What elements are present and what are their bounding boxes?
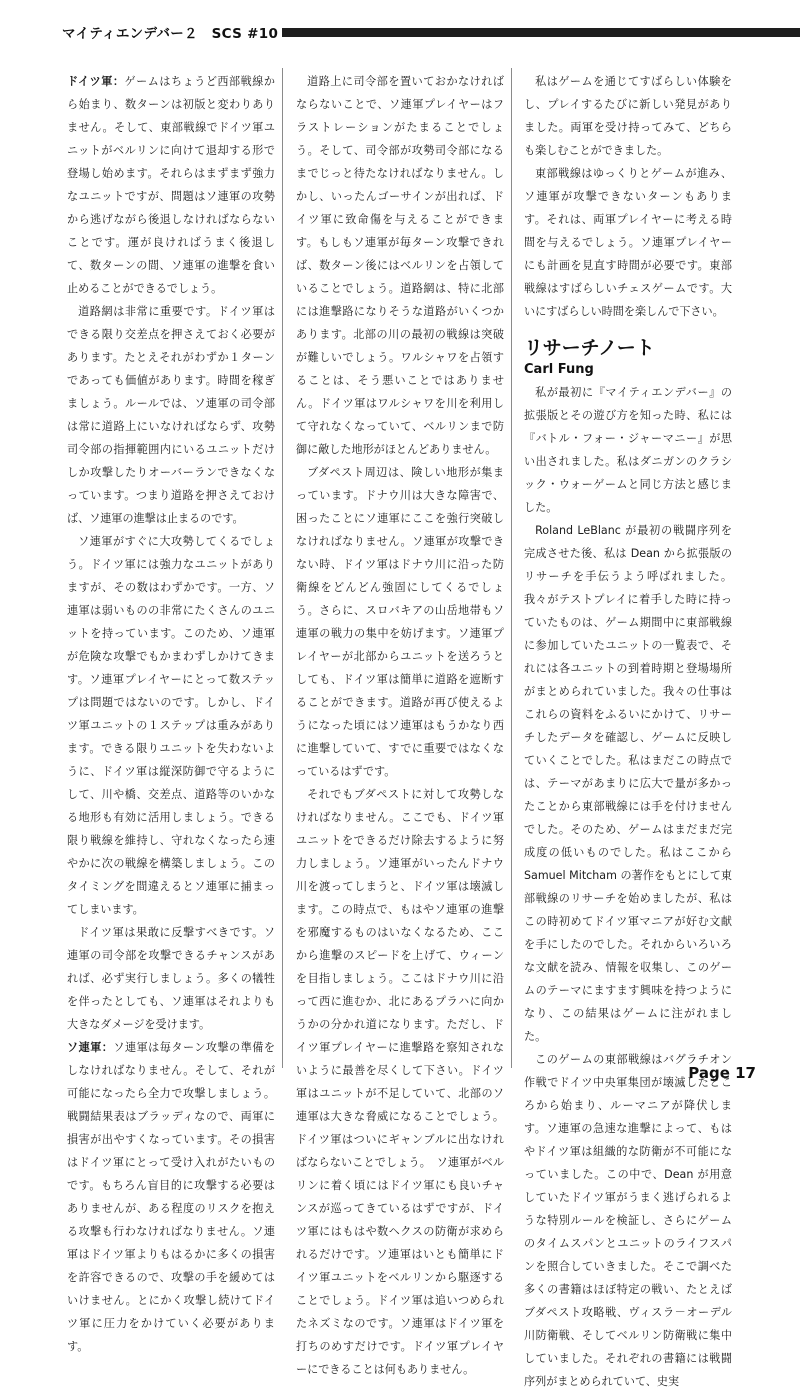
column-divider	[282, 68, 283, 1068]
paragraph	[67, 70, 275, 300]
column-1	[67, 70, 275, 1358]
page-header	[62, 20, 800, 48]
column-divider	[511, 68, 512, 1068]
paragraph: 東部戦線はゆっくりとゲームが進み、ソ連軍が攻撃できないターンもあります。それは、両軍プレイヤーに考える時間を与えるでしょう。ソ連軍プレイヤーにも計画を見直す時間が必要です。東部戦線はすばらしいチェスゲームです。大いにすばらしい時間を楽しんで下さい。	[524, 167, 732, 318]
column-2	[296, 70, 504, 1381]
paragraph: 道路上に司令部を置いておかなければならないことで、ソ連軍プレイヤーはフラストレーションがたまることでしょう。そして、司令部が攻勢司令部になるまでじっと待たなければなりません。しかし、いったんゴーサインが出れば、ドイツ軍に致命傷を与えることができます。もしもソ連軍が毎ターン攻撃できれば、数ターン後にはベルリンを占領していることでしょう。道路網は、特に北部には進撃路になりそうな道路がいくつかあります。北部の川の最初の戦線は突破が難しいでしょう。ワルシャワを占領することは、そう悪いことではありません。ドイツ軍はワルシャワを川を利用して守れなくなっていて、ベルリンまで防御に敵した地形がほとんどありません。	[296, 75, 504, 456]
paragraph: 私はゲームを通じてすばらしい体験をし、プレイするたびに新しい発見がありました。両軍を受け持ってみて、どちらも楽しむことができました。	[524, 75, 732, 157]
section-lead-german: ドイツ軍：	[67, 75, 125, 88]
column-3	[524, 70, 732, 1393]
paragraph-text: ソ連軍は毎ターン攻撃の準備をしなければなりません。そして、それが可能になったら全力で攻撃しましょう。戦闘結果表はブラッディなので、両軍に損害が出やすくなっています。その損害はドイツ軍にとって受け入れがたいものです。もちろん盲目的に攻撃する必要はありませんが、ある程度のリスクを抱える攻撃も行わなければなりません。ソ連軍はドイツ軍よりもはるかに多くの損害を許容できるので、攻撃の手を緩めてはいけません。とにかく攻撃し続けてドイツ軍に圧力をかけていく必要があります。	[67, 1041, 275, 1353]
paragraph: ドイツ軍は果敢に反撃すべきです。ソ連軍の司令部を攻撃できるチャンスがあれば、必ず実行しましょう。多くの犠牲を伴ったとしても、ソ連軍はそれよりも大きなダメージを受けます。	[67, 926, 275, 1031]
paragraph-text: ゲームはちょうど西部戦線から始まり、数ターンは初版と変わりありません。そして、東部戦線でドイツ軍ユニットがベルリンに向けて退却する形で登場し始めます。それらはまずまず強力なユニットですが、問題はソ連軍の攻勢から逃げながら後退しなければならないことです。運が良ければうまく後退して、数ターンの間、ソ連軍の進撃を食い止めることができるでしょう。	[67, 75, 275, 295]
paragraph: 私が最初に『マイティエンデバー』の拡張版とその遊び方を知った時、私には『バトル・フォー・ジャーマニー』が思い出されました。私はダニガンのクラシック・ウォーゲームと同じ方法と感じました。	[524, 386, 732, 514]
running-title: マイティエンデバー２ SCS #10	[62, 26, 279, 42]
paragraph: 道路網は非常に重要です。ドイツ軍はできる限り交差点を押さえておく必要があります。たとえそれがわずか１ターンであっても価値があります。時間を稼ぎましょう。ルールでは、ソ連軍の司令部は常に道路上にいなければならず、攻勢司令部の指揮範囲内にいるユニットだけしか攻撃したりオーバーランできなくなっています。つまり道路を押さえておけば、ソ連軍の進撃は止まるのです。	[67, 305, 275, 525]
paragraph: ソ連軍がすぐに大攻勢してくるでしょう。ドイツ軍には強力なユニットがありますが、その数はわずかです。一方、ソ連軍は弱いものの非常にたくさんのユニットを持っています。このため、ソ連軍が危険な攻撃でもかまわずしかけてきます。ソ連軍プレイヤーにとって数ステップは問題ではないのです。しかし、ドイツ軍ユニットの１ステップは重みがあります。できる限りユニットを失わないように、ドイツ軍は縦深防御で守るようにして、川や橋、交差点、道路等のいかなる地形も有効に活用しましょう。できる限り戦線を維持し、守れなくなったら速やかに次の戦線を構築しましょう。このタイミングを間違えるとソ連軍に捕まってしまいます。	[67, 535, 275, 916]
section-heading: リサーチノート	[524, 337, 655, 359]
paragraph: このゲームの東部戦線はバグラチオン作戦でドイツ中央軍集団が壊滅したところから始まり、ルーマニアが降伏します。ソ連軍の急速な進撃によって、もはやドイツ軍は組織的な防衛が不可能になっていました。この中で、Dean が用意していたドイツ軍がうまく逃げられるような特別ルールを検証し、さらにゲームのタイムスパンとユニットのライフスパンを照合していきました。そこで調べた多くの書籍はほぼ特定の戦い、たとえばブダペスト攻略戦、ヴィスラ－オーデル川防衛戦、そしてベルリン防衛戦に集中していました。それぞれの書籍には戦闘序列がまとめられていて、史実	[524, 1053, 732, 1388]
paragraph: ブダペスト周辺は、険しい地形が集まっています。ドナウ川は大きな障害で、困ったことにソ連軍にここを強行突破しなければなりません。ソ連軍が攻撃できない時、ドイツ軍はドナウ川に沿った防衛線をどんどん強固にしてくるでしょう。さらに、スロバキアの山岳地帯もソ連軍の戦力の集中を妨げます。ソ連軍プレイヤーが北部からユニットを送ろうとしても、ドイツ軍は簡単に道路を遮断することができます。道路が再び使えるようになった頃にはソ連軍はもうかなり西に進撃していて、すでに重要ではなくなっているはずです。	[296, 466, 504, 778]
paragraph: それでもブダペストに対して攻勢しなければなりません。ここでも、ドイツ軍ユニットをできるだけ除去するように努力しましょう。ソ連軍がいったんドナウ川を渡ってしまうと、ドイツ軍は壊滅します。この時点で、もはやソ連軍の進撃を邪魔するものはいなくなるため、ここから進撃のスピードを上げて、ウィーンを目指しましょう。ここはドナウ川に沿って西に進むか、北にあるプラハに向かうかの分かれ道になります。ただし、ドイツ軍プレイヤーに進撃路を察知されないように最善を尽くして下さい。ドイツ軍はユニットが不足していて、北部のソ連軍は大きな脅威になることでしょう。ドイツ軍はついにギャンブルに出なければならないことでしょう。 ソ連軍がベルリンに着く頃にはドイツ軍にも良いチャンスが巡ってきているはずですが、ドイツ軍にはもはや数ヘクスの防衛が求められるだけです。ソ連軍はいとも簡単にドイツ軍ユニットをベルリンから駆逐することでしょう。ドイツ軍は追いつめられたネズミなのです。ソ連軍はドイツ軍を打ちのめすだけです。ドイツ軍プレイヤーにできることは何もありません。	[296, 788, 504, 1376]
paragraph	[67, 1036, 275, 1358]
author-name: Carl Fung	[524, 362, 594, 377]
section-lead-soviet: ソ連軍：	[67, 1041, 114, 1054]
header-bar	[282, 28, 800, 37]
paragraph: Roland LeBlanc が最初の戦闘序列を完成させた後、私は Dean から拡張版のリサーチを手伝うよう呼ばれました。我々がテストプレイに着手した時に持っていたものは、ゲーム期間中に東部戦線に参加していたユニットの一覧表で、それには各ユニットの到着時期と登場場所がまとめられていました。我々の仕事はこれらの資料をふるいにかけて、リサーチしたデータを確認し、ゲームに反映していくことでした。私はまだこの時点では、テーマがあまりに広大で量が多かったことから東部戦線には手を付けませんでした。そのため、ゲームはまだまだ完成度の低いものでした。私はここから Samuel Mitcham の著作をもとにして東部戦線のリサーチを始めましたが、私はこの時初めてドイツ軍マニアが好む文献を手にしたのでした。それからいろいろな文献を読み、情報を収集し、このゲームのテーマにますます興味を持つようになり、この結果はゲームに注がれました。	[524, 524, 732, 1043]
page-number: Page 17	[688, 1064, 756, 1082]
